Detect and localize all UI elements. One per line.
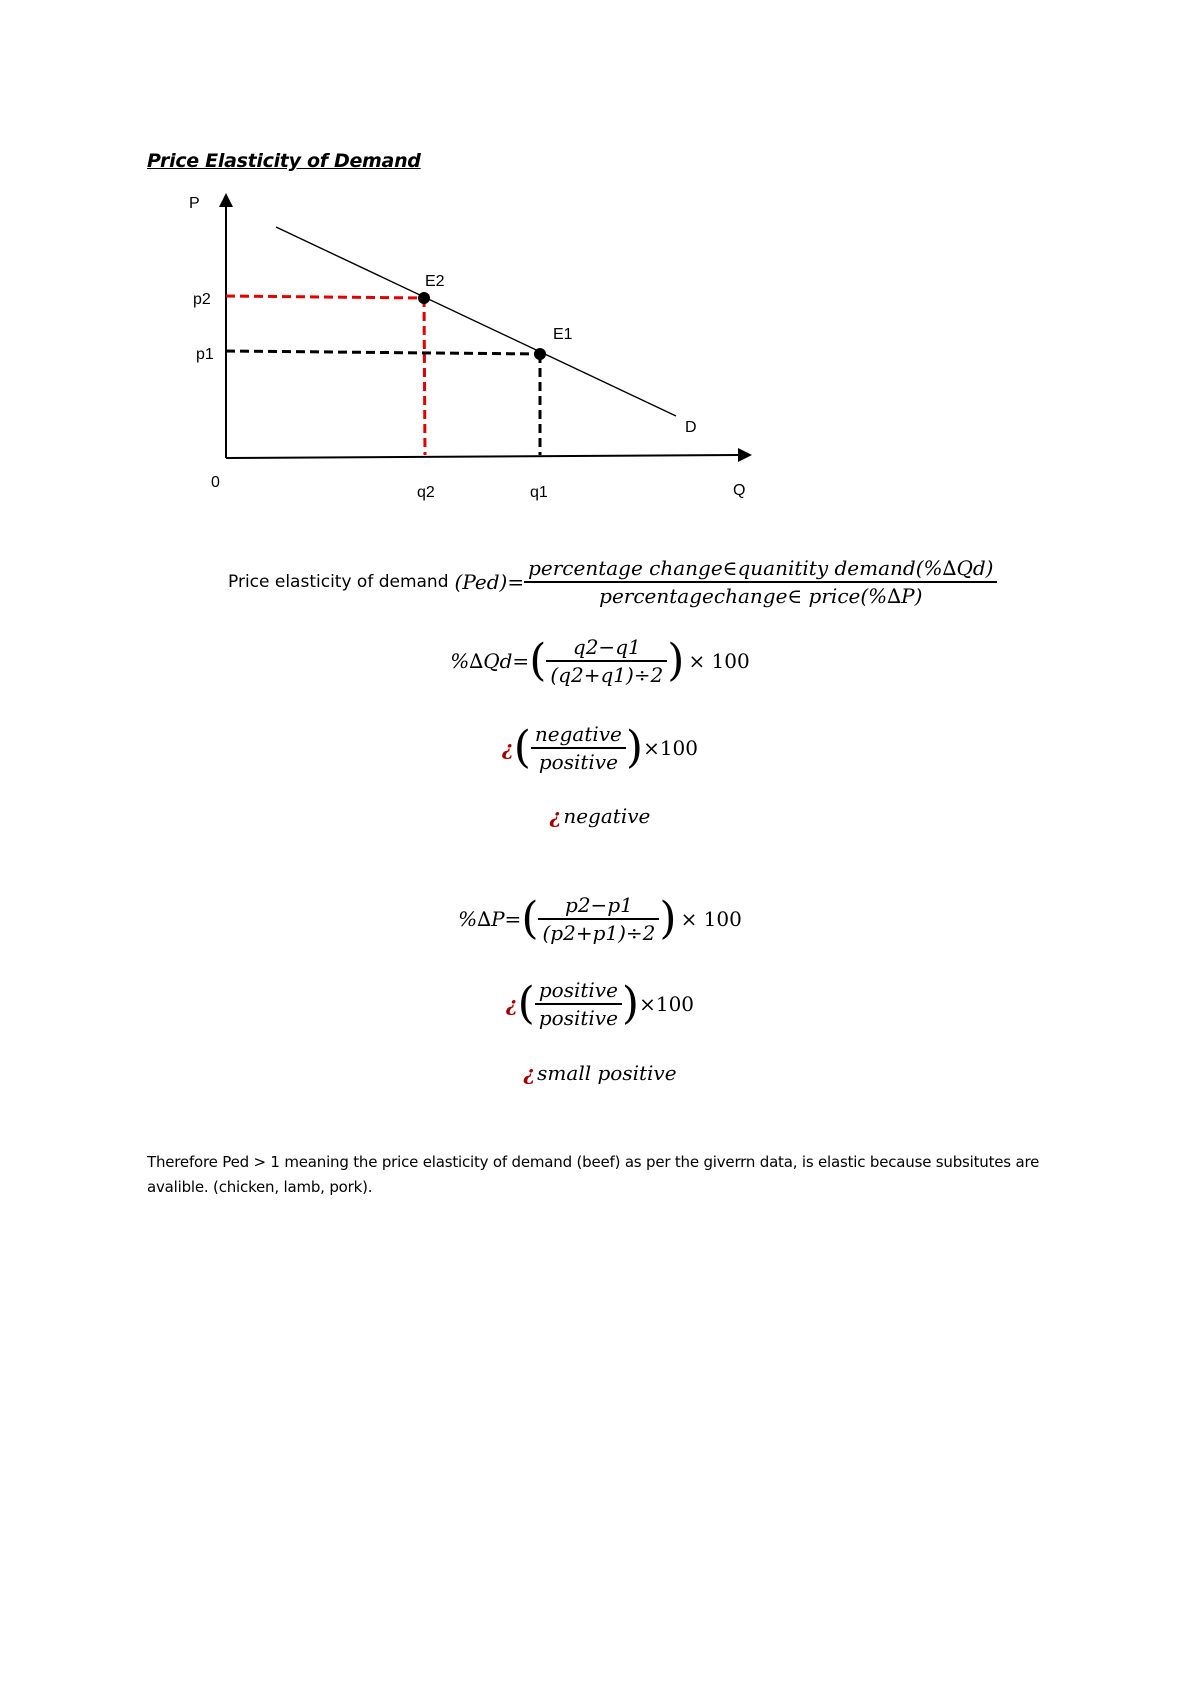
p-denominator: (p2+p1)÷2 <box>542 921 656 945</box>
inv-mark: ¿ <box>549 804 562 828</box>
pos-result: small positive <box>537 1061 677 1085</box>
inv-mark: ¿ <box>501 736 514 760</box>
ped-formula <box>228 556 1028 608</box>
p1-dash <box>226 351 540 354</box>
conclusion-paragraph: Therefore Ped > 1 meaning the price elasticity of demand (beef) as per the giverrn data, is elastic because subsitutes are avalible. (chicken, lamb, pork). <box>147 1153 1040 1196</box>
p-result <box>0 1061 1200 1085</box>
q-axis-label: Q <box>733 482 746 499</box>
pos-fraction <box>535 978 622 1030</box>
p-step <box>0 978 1200 1030</box>
left-paren: ( <box>529 635 547 686</box>
neg-times: ×100 <box>643 736 698 760</box>
p-lhs: %∆P= <box>458 907 522 931</box>
inv-mark: ¿ <box>523 1061 536 1085</box>
neg-denominator: positive <box>538 750 618 774</box>
p-fraction <box>538 893 659 945</box>
qd-fraction <box>546 635 667 687</box>
ped-denominator: percentagechange∈ price(%∆P) <box>599 584 923 608</box>
demand-diagram <box>0 0 1200 520</box>
p-formula <box>0 893 1200 945</box>
e2-point <box>418 292 430 304</box>
p2-dash <box>226 296 424 298</box>
e1-label: E1 <box>553 326 573 343</box>
q-axis <box>226 455 738 458</box>
qd-formula <box>0 635 1200 687</box>
p-axis-arrow <box>219 193 233 207</box>
e2-label: E2 <box>425 273 445 290</box>
qd-numerator: q2−q1 <box>546 635 667 662</box>
inv-mark: ¿ <box>505 992 518 1016</box>
ped-numerator: percentage change∈quanitity demand(%∆Qd) <box>524 556 997 583</box>
pos-numerator: positive <box>535 978 622 1005</box>
ped-symbol: (Ped)= <box>454 570 525 594</box>
p-times: × 100 <box>680 907 742 931</box>
qd-lhs: %∆Qd= <box>450 649 530 673</box>
ped-fraction <box>524 556 997 608</box>
q1-label: q1 <box>530 484 548 501</box>
left-paren: ( <box>517 978 535 1029</box>
right-paren: ) <box>667 635 685 686</box>
q2-label: q2 <box>417 484 435 501</box>
e1-point <box>534 348 546 360</box>
neg-fraction <box>531 722 626 774</box>
p-numerator: p2−p1 <box>538 893 659 920</box>
qd-result <box>0 804 1200 828</box>
q-axis-arrow <box>738 448 752 462</box>
q2-dash <box>424 298 425 455</box>
demand-label: D <box>685 419 697 436</box>
p1-label: p1 <box>196 346 214 363</box>
pos-times: ×100 <box>639 992 695 1016</box>
right-paren: ) <box>621 978 640 1029</box>
left-paren: ( <box>513 722 531 773</box>
p2-label: p2 <box>193 291 211 308</box>
qd-times: × 100 <box>688 649 750 673</box>
origin-label: 0 <box>211 474 220 491</box>
right-paren: ) <box>625 722 644 773</box>
qd-denominator: (q2+q1)÷2 <box>550 663 664 687</box>
neg-numerator: negative <box>531 722 626 749</box>
p-axis-label: P <box>189 195 200 212</box>
pos-denominator: positive <box>538 1006 618 1030</box>
page-title: Price Elasticity of Demand <box>147 150 421 172</box>
qd-step <box>0 722 1200 774</box>
neg-result: negative <box>563 804 651 828</box>
ped-lhs: Price elasticity of demand <box>228 572 449 592</box>
right-paren: ) <box>659 893 677 944</box>
left-paren: ( <box>521 893 539 944</box>
demand-curve <box>276 227 676 416</box>
